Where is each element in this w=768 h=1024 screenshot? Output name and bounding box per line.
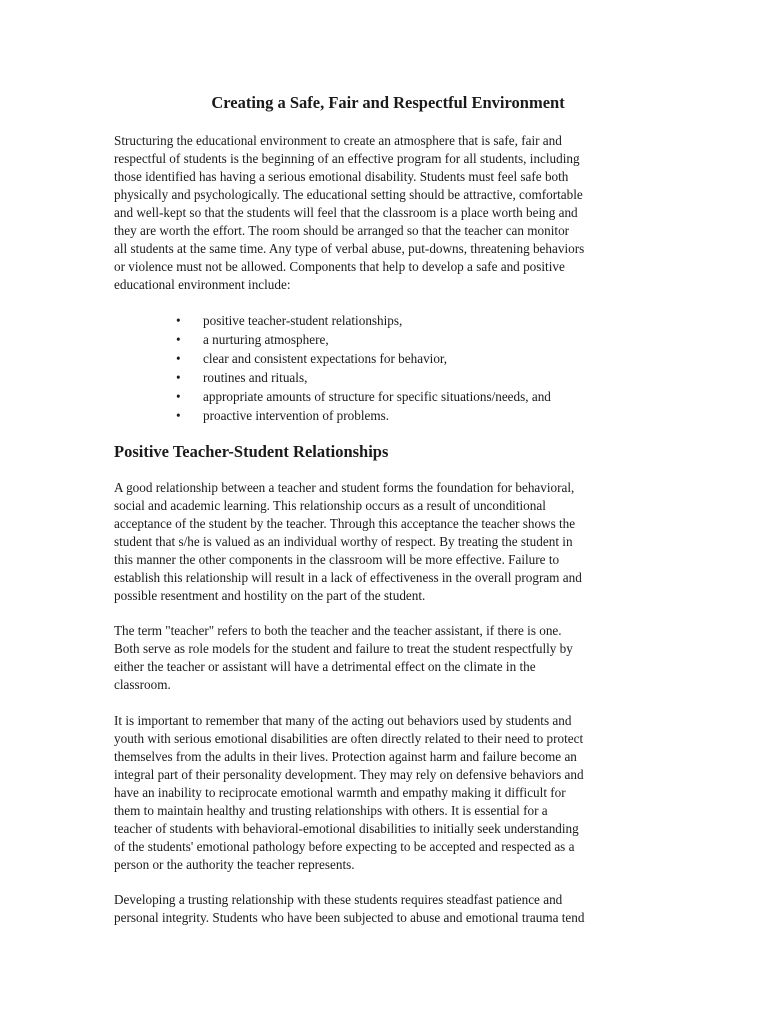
document-title: Creating a Safe, Fair and Respectful Environment bbox=[211, 93, 565, 112]
list-item-text: clear and consistent expectations for behavior, bbox=[203, 351, 448, 367]
intro-line: respectful of students is the beginning of an effective program for all students, including bbox=[114, 150, 580, 166]
paragraph-line: Both serve as role models for the student and failure to treat the student respectfully by bbox=[114, 640, 573, 656]
intro-line: they are worth the effort. The room should be arranged so that the teacher can monitor bbox=[114, 222, 570, 238]
intro-line: all students at the same time. Any type of verbal abuse, put-downs, threatening behaviors bbox=[114, 240, 585, 256]
paragraph-line: youth with serious emotional disabilities are often directly related to their need to protect bbox=[114, 730, 584, 746]
paragraph-line: have an inability to reciprocate emotional warmth and empathy making it difficult for bbox=[114, 784, 566, 800]
paragraph-line: classroom. bbox=[114, 676, 171, 692]
relationship-paragraph-2 bbox=[114, 622, 662, 694]
paragraph-line: possible resentment and hostility on the part of the student. bbox=[114, 587, 426, 603]
list-item-text: proactive intervention of problems. bbox=[203, 408, 390, 424]
list-item bbox=[114, 330, 551, 349]
bullet-icon: • bbox=[176, 332, 181, 348]
list-item bbox=[114, 368, 551, 387]
paragraph-line: them to maintain healthy and trusting relationships with others. It is essential for a bbox=[114, 802, 548, 818]
relationship-paragraph-3 bbox=[114, 712, 662, 874]
paragraph-line: acceptance of the student by the teacher. Through this acceptance the teacher shows the bbox=[114, 515, 576, 531]
paragraph-line: establish this relationship will result in a lack of effectiveness in the overall program and bbox=[114, 569, 582, 585]
list-item-text: positive teacher-student relationships, bbox=[203, 313, 403, 328]
list-item bbox=[114, 311, 551, 330]
bullet-icon: • bbox=[176, 351, 181, 367]
paragraph-line: themselves from the adults in their lives. Protection against harm and failure become an bbox=[114, 748, 577, 764]
paragraph-line: The term "teacher" refers to both the teacher and the teacher assistant, if there is one. bbox=[114, 623, 562, 638]
components-list bbox=[114, 311, 551, 426]
paragraph-line: integral part of their personality development. They may rely on defensive behaviors and bbox=[114, 766, 584, 782]
paragraph-line: Developing a trusting relationship with these students requires steadfast patience and bbox=[114, 892, 563, 907]
relationship-paragraph-4 bbox=[114, 891, 662, 927]
bullet-icon: • bbox=[176, 370, 181, 386]
paragraph-line: personal integrity. Students who have been subjected to abuse and emotional trauma tend bbox=[114, 909, 585, 925]
intro-line: physically and psychologically. The educational setting should be attractive, comfortable bbox=[114, 186, 583, 202]
list-item-text: routines and rituals, bbox=[203, 370, 308, 386]
list-item bbox=[114, 349, 551, 368]
list-item-text: appropriate amounts of structure for specific situations/needs, and bbox=[203, 389, 551, 405]
intro-line: or violence must not be allowed. Components that help to develop a safe and positive bbox=[114, 258, 565, 274]
section-heading: Positive Teacher-Student Relationships bbox=[114, 442, 389, 461]
bullet-icon: • bbox=[176, 389, 181, 405]
paragraph-line: It is important to remember that many of the acting out behaviors used by students and bbox=[114, 713, 572, 728]
paragraph-line: person or the authority the teacher represents. bbox=[114, 856, 355, 872]
intro-line: educational environment include: bbox=[114, 276, 291, 292]
paragraph-line: student that s/he is valued as an individual worthy of respect. By treating the student in bbox=[114, 533, 573, 549]
paragraph-line: this manner the other components in the classroom will be more effective. Failure to bbox=[114, 551, 560, 567]
paragraph-line: A good relationship between a teacher and student forms the foundation for behavioral, bbox=[114, 480, 575, 495]
relationship-paragraph-1 bbox=[114, 479, 662, 605]
bullet-icon: • bbox=[176, 408, 181, 424]
paragraph-line: social and academic learning. This relationship occurs as a result of unconditional bbox=[114, 497, 546, 513]
list-item bbox=[114, 387, 551, 406]
intro-line: and well-kept so that the students will feel that the classroom is a place worth being and bbox=[114, 204, 578, 220]
paragraph-line: of the students' emotional pathology before expecting to be accepted and respected as a bbox=[114, 838, 575, 854]
intro-paragraph bbox=[114, 132, 662, 294]
paragraph-line: teacher of students with behavioral-emotional disabilities to initially seek understanding bbox=[114, 820, 579, 836]
list-item-text: a nurturing atmosphere, bbox=[203, 332, 329, 348]
intro-line: those identified has having a serious emotional disability. Students must feel safe both bbox=[114, 168, 569, 184]
intro-line: Structuring the educational environment to create an atmosphere that is safe, fair and bbox=[114, 133, 562, 148]
paragraph-line: either the teacher or assistant will have a detrimental effect on the climate in the bbox=[114, 658, 536, 674]
list-item bbox=[114, 406, 551, 425]
bullet-icon: • bbox=[176, 313, 181, 328]
